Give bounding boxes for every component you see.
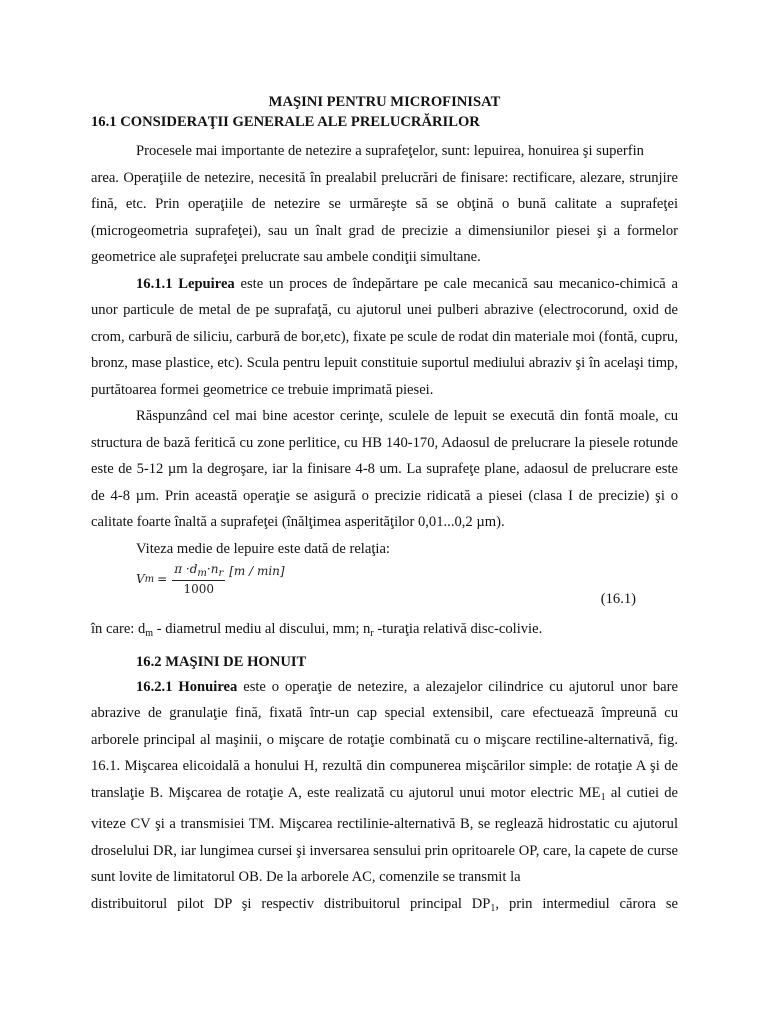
paragraph-honuirea-last-sub: 1 <box>490 902 496 914</box>
paragraph-honuirea-last-end: , prin intermediul cărora se <box>495 895 678 912</box>
in-care-sub-m: m <box>145 628 154 639</box>
paragraph-lepuirea <box>91 271 678 404</box>
formula-num-sub2: r <box>218 568 224 579</box>
in-care-sub-r: r <box>370 628 374 639</box>
paragraph-viteza-medie: Viteza medie de lepuire este dată de relaţia: <box>136 540 390 557</box>
formula-numerator <box>172 562 225 581</box>
formula-fraction <box>172 562 225 596</box>
in-care-diametru: - diametrul mediu al discului, mm; n <box>153 621 371 637</box>
formula-lhs: V <box>136 572 145 586</box>
formula-row <box>91 562 678 616</box>
paragraph-honuirea-text1: este o operaţie de netezire, a alezajelor cilindrice cu ajutorul unor bare abrazive de granulaţie fină, fixată într-un cap special extensibil, care efectuează împreună cu arborele principal al maşinii, o mişcare de rotaţie combinată cu o mişcare rectiline-alternativă, fig. 16.1. Mişcarea elicoidală a honului H, rezultă din compunerea mişcărilor simple: de rotaţie A şi de translaţie B. Mişcarea de rotaţie A, este realizată cu ajutorul unui motor electric ME <box>91 678 678 801</box>
paragraph-lepuirea-text: este un proces de îndepărtare pe cale mecanică sau mecanico-chimică a unor particule de metal de pe suprafaţă, cu ajutorul unei pulberi abrazive (electrocorund, oxid de crom, carbură de siliciu, carbură de bor,etc), fixate pe scule de rodat din materiale moi (fontă, cupru, bronz, mase plastice, etc). Scula pentru lepuit constituie suportul mediului abraziv şi în acelaşi timp, purtătoarea formei geometrice ce trebuie imprimată piesei. <box>91 275 678 398</box>
section-heading-16-2: 16.2 MAŞINI DE HONUIT <box>136 653 307 670</box>
paragraph-honuirea-sub1: 1 <box>600 791 606 803</box>
paragraph-honuirea <box>91 674 678 891</box>
subsection-heading-honuirea: 16.2.1 Honuirea <box>136 678 238 695</box>
formula-denominator: 1000 <box>183 582 214 596</box>
formula-equals: = <box>157 572 168 586</box>
page-title: MAŞINI PENTRU MICROFINISAT <box>268 94 501 110</box>
paragraph-honuirea-last: distribuitorul pilot DP şi respectiv distribuitorul principal DP <box>91 895 491 912</box>
paragraph-honuirea-last-line <box>91 891 678 923</box>
paragraph-intro-line1: Procesele mai importante de netezire a suprafeţelor, sunt: lepuirea, honuirea şi superfin <box>136 143 644 159</box>
formula-viteza-lepuire <box>136 562 285 596</box>
formula-num-mid: ·n <box>206 562 219 576</box>
section-heading-16-1: 16.1 CONSIDERAŢII GENERALE ALE PRELUCRĂRILOR <box>91 114 480 130</box>
paragraph-honuirea-text2: al cutiei de viteze CV şi a transmisiei TM. Mişcarea rectilinie-alternativă B, se reglează hidrostatic cu ajutorul droselului DR, iar lungimea cursei şi inversarea sensului prin opritoarele OP, care, la capete de curse sunt lovite de limitatorul OB. De la arborele AC, comenzile se transmit la <box>91 784 679 885</box>
paragraph-intro-rest: area. Operaţiile de netezire, necesită în prealabil prelucrări de finisare: rectificare, alezare, strunjire fină, etc. Prin operaţiile de netezire se urmăreşte să se obţină o bună calitate a suprafeţei (microgeometria suprafeţei), sau un înalt grad de precizie a dimensiunilor piesei şi a formelor geometrice ale suprafeţei prelucrate sau ambele condiţii simultane. <box>91 169 678 265</box>
paragraph-in-care <box>91 616 678 648</box>
in-care-label: în care: d <box>91 621 146 637</box>
subsection-heading-lepuirea: 16.1.1 Lepuirea <box>136 275 235 292</box>
formula-lhs-sub: m <box>144 573 155 585</box>
formula-unit: [m / min] <box>229 564 285 578</box>
formula-num-text: π ·d <box>174 562 198 576</box>
page-content <box>91 92 678 922</box>
equation-number: (16.1) <box>600 591 636 607</box>
in-care-turatia: -turaţia relativă disc-colivie. <box>373 621 543 637</box>
formula-num-sub: m <box>197 568 207 579</box>
paragraph-scule-lepuit: Răspunzând cel mai bine acestor cerinţe, sculele de lepuit se execută din fontă moale, cu structura de bază feritică cu zone perlitice, cu HB 140-170, Adaosul de prelucrare la piesele rotunde este de 5-12 µm la degroşare, iar la finisare 4-8 um. La suprafeţe plane, adaosul de prelucrare este de 4-8 µm. Prin această operaţie se asigură o precizie ridicată a piesei (clasa I de precizie) şi o calitate foarte înaltă a suprafeţei (înălţimea asperităţilor 0,01...0,2 µm). <box>91 408 678 530</box>
